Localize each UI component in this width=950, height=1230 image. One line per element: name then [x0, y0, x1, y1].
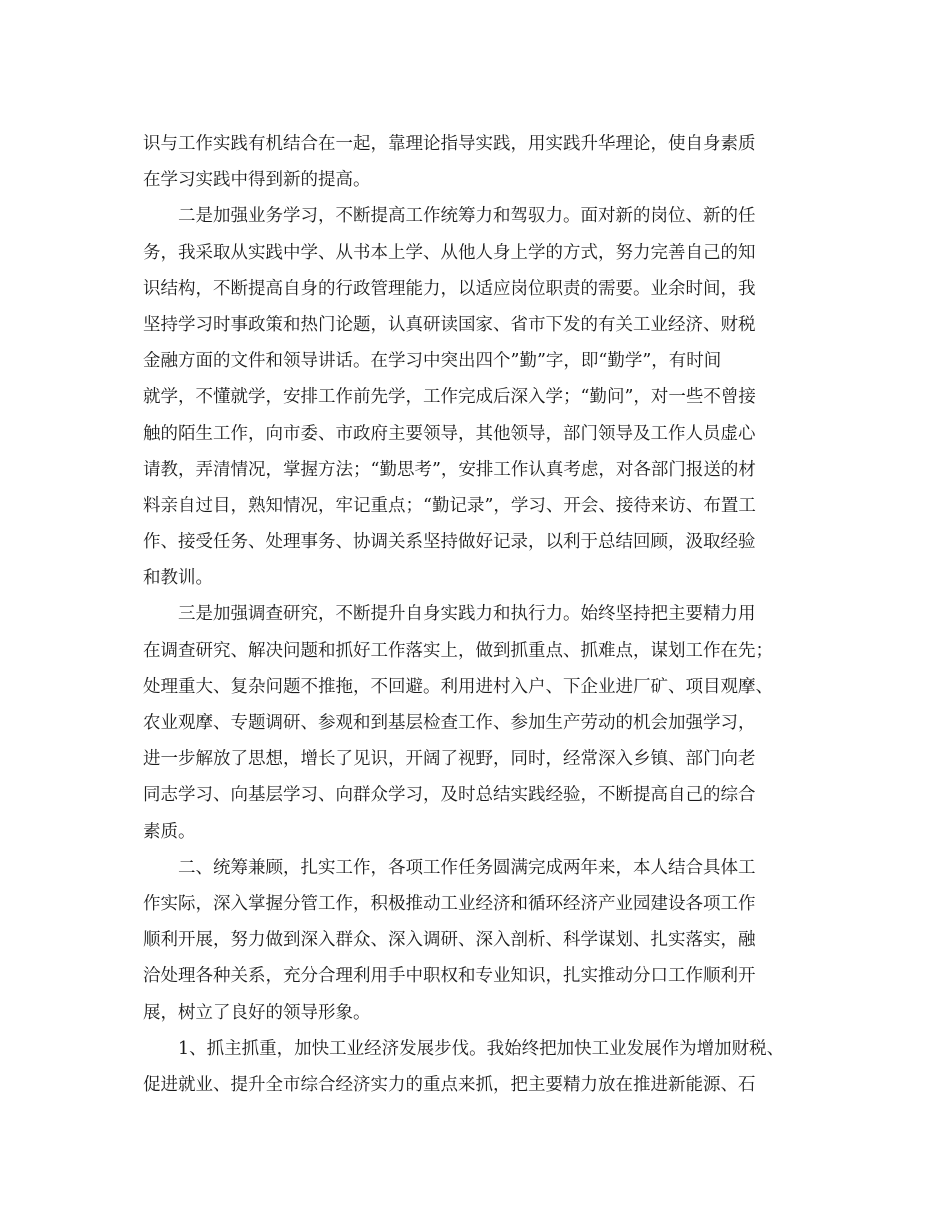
text-line: 识与工作实践有机结合在一起，靠理论指导实践，用实践升华理论，使自身素质: [143, 134, 756, 154]
text-line: 作实际，深入掌握分管工作，积极推动工业经济和循环经济产业园建设各项工作: [143, 893, 756, 914]
paragraph-intro-continuation: [143, 126, 823, 198]
text-line: 素质。: [143, 821, 196, 842]
text-line: 二、统筹兼顾，扎实工作，各项工作任务圆满完成两年来，本人结合具体工: [178, 857, 756, 878]
text-line: 坚持学习时事政策和热门论题，认真研读国家、省市下发的有关工业经济、财税: [143, 314, 756, 335]
text-line: 促进就业、提升全市综合经济实力的重点来抓，把主要精力放在推进新能源、石: [143, 1074, 756, 1095]
paragraph-business-study: [143, 198, 823, 596]
text-line: 作、接受任务、处理事务、协调关系坚持做好记录，以利于总结回顾，汲取经验: [143, 532, 756, 553]
paragraph-overall-planning: [143, 850, 823, 1031]
text-line: 洽处理各种关系，充分合理利用手中职权和专业知识，扎实推动分口工作顺利开: [143, 966, 756, 987]
text-line: 处理重大、复杂问题不推拖，不回避。利用进村入户、下企业进厂矿、项目观摩、: [143, 676, 773, 697]
text-line: 1、抓主抓重，加快工业经济发展步伐。我始终把加快工业发展作为增加财税、: [178, 1038, 785, 1059]
paragraph-industrial-economy: [143, 1031, 823, 1103]
paragraph-research: [143, 596, 823, 849]
text-line: 在调查研究、解决问题和抓好工作落实上，做到抓重点、抓难点，谋划工作在先；: [143, 640, 773, 661]
text-line: 识结构，不断提高自身的行政管理能力，以适应岗位职责的需要。业余时间，我: [143, 278, 756, 299]
text-line: 展，树立了良好的领导形象。: [143, 1002, 371, 1023]
text-line: 进一步解放了思想，增长了见识，开阔了视野，同时，经常深入乡镇、部门向老: [143, 749, 756, 770]
text-line: 三是加强调查研究，不断提升自身实践力和执行力。始终坚持把主要精力用: [178, 604, 756, 625]
text-line: 就学，不懂就学，安排工作前先学，工作完成后深入学；“勤问”，对一些不曾接: [143, 387, 756, 408]
document-body: [143, 126, 823, 1103]
text-line: 和教训。: [143, 568, 213, 589]
text-line: 在学习实践中得到新的提高。: [143, 170, 371, 191]
text-line: 请教，弄清情况，掌握方法；“勤思考”，安排工作认真考虑，对各部门报送的材: [143, 459, 756, 480]
text-line: 料亲自过目，熟知情况，牢记重点；“勤记录”，学习、开会、接待来访、布置工: [143, 495, 756, 516]
text-line: 触的陌生工作，向市委、市政府主要领导，其他领导，部门领导及工作人员虚心: [143, 423, 756, 444]
text-line: 农业观摩、专题调研、参观和到基层检查工作、参加生产劳动的机会加强学习，: [143, 713, 756, 733]
text-line: 顺利开展，努力做到深入群众、深入调研、深入剖析、科学谋划、扎实落实，融: [143, 930, 756, 951]
text-line: 二是加强业务学习，不断提高工作统筹力和驾驭力。面对新的岗位、新的任: [178, 206, 756, 227]
text-line: 务，我采取从实践中学、从书本上学、从他人身上学的方式，努力完善自己的知: [143, 242, 756, 263]
text-line: 金融方面的文件和领导讲话。在学习中突出四个”勤”字，即“勤学”，有时间: [143, 351, 722, 372]
text-line: 同志学习、向基层学习、向群众学习，及时总结实践经验，不断提高自己的综合: [143, 785, 756, 806]
